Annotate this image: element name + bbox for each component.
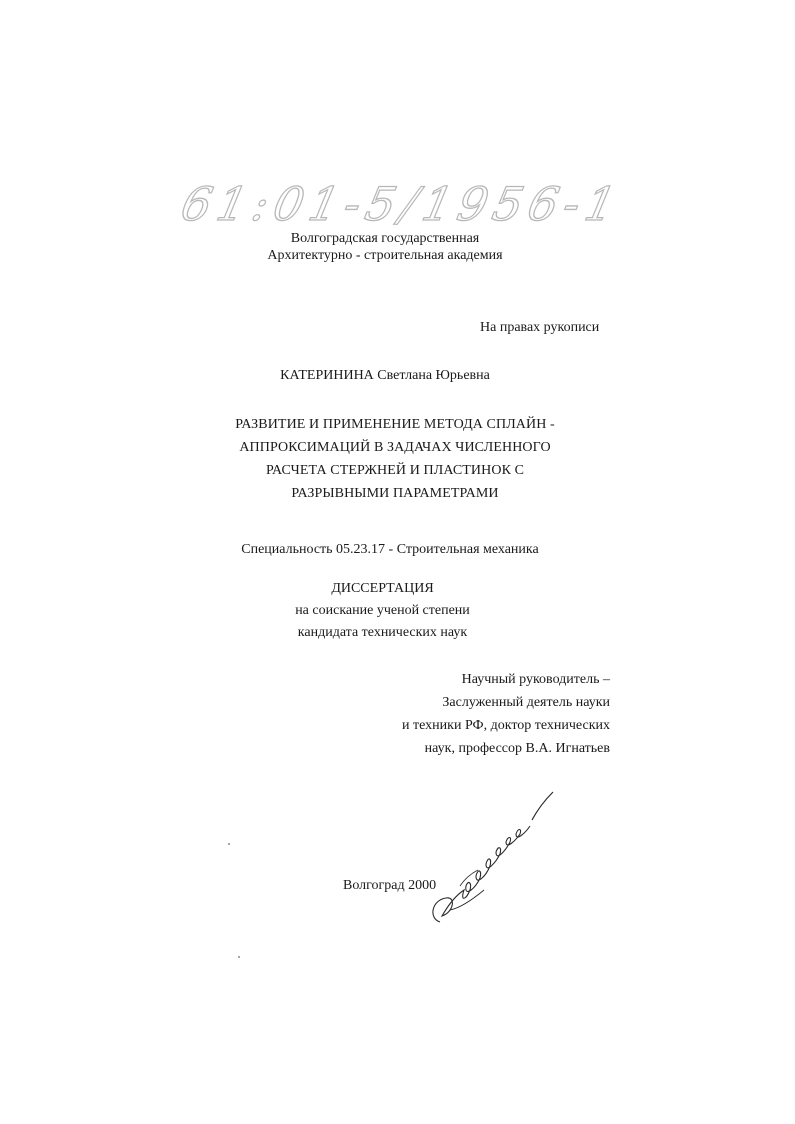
title-line-2: АППРОКСИМАЦИЙ В ЗАДАЧАХ ЧИСЛЕННОГО [239, 440, 551, 455]
manuscript-note: На правах рукописи [480, 320, 600, 335]
degree-block [0, 578, 765, 644]
title-line-1: РАЗВИТИЕ И ПРИМЕНЕНИЕ МЕТОДА СПЛАЙН - [235, 417, 555, 432]
degree-line-1: ДИССЕРТАЦИЯ [331, 581, 434, 596]
advisor-line-2: Заслуженный деятель науки [442, 695, 610, 710]
handwritten-archive-number-drawing [176, 168, 627, 238]
scan-speck [228, 843, 230, 845]
specialty: Специальность 05.23.17 - Строительная механика [241, 542, 539, 557]
advisor-line-3: и техники РФ, доктор технических [402, 718, 610, 733]
archive-number-text: 61:01-5/1956-1 [176, 177, 627, 231]
signature [420, 790, 580, 930]
title-line-4: РАЗРЫВНЫМИ ПАРАМЕТРАМИ [291, 486, 499, 501]
degree-line-3: кандидата технических наук [297, 625, 468, 640]
scan-speck [238, 956, 240, 958]
author-name: КАТЕРИНИНА Светлана Юрьевна [280, 368, 490, 383]
signature-drawing [420, 790, 580, 930]
scientific-advisor [350, 668, 610, 760]
institution-line-1: Волгоградская государственная [290, 231, 480, 246]
institution-name [0, 230, 770, 264]
dissertation-title [0, 413, 790, 505]
handwritten-archive-number [176, 168, 627, 238]
degree-line-2: на соискание ученой степени [295, 603, 470, 618]
institution-line-2: Архитектурно - строительная академия [267, 248, 503, 263]
city-year: Волгоград 2000 [343, 878, 437, 893]
advisor-line-1: Научный руководитель – [461, 672, 610, 687]
title-line-3: РАСЧЕТА СТЕРЖНЕЙ И ПЛАСТИНОК С [265, 463, 525, 478]
advisor-line-4: наук, профессор В.А. Игнатьев [424, 741, 610, 756]
